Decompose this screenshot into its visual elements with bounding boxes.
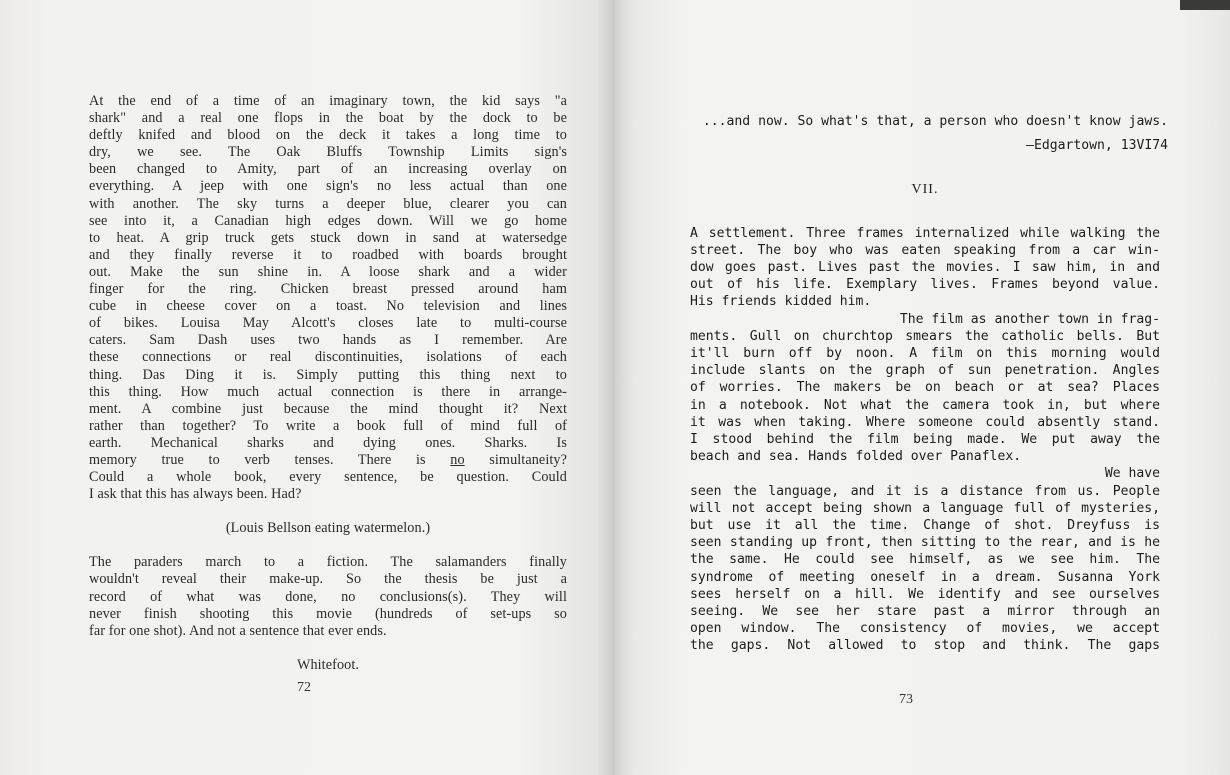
text-line: record of what was done, no conclusions(s). They will	[89, 588, 567, 605]
text-line: this thing. How much actual connection is there in arrange-	[89, 383, 567, 400]
page-number: 73	[899, 692, 913, 707]
text-line: rather than together? To write a book full of mind full of	[89, 417, 567, 434]
text-line: finger for the ring. Chicken breast pressed around ham	[89, 281, 567, 298]
underlined-word: no	[450, 451, 465, 468]
text-line: of bikes. Louisa May Alcott's closes late to multi-course	[89, 315, 567, 332]
text-line: but use it all the time. Change of shot. Dreyfuss is	[690, 518, 1160, 534]
text-line: street. The boy who was eaten speaking from a car win-	[690, 242, 1160, 258]
text-line: out of his life. Exemplary lives. Frames beyond value.	[690, 277, 1160, 293]
text-line: caters. Sam Dash uses two hands as I remember. Are	[89, 332, 567, 349]
right-page-text	[690, 113, 1168, 655]
text-line: seen standing up front, then sitting to the rear, and is he	[690, 535, 1160, 551]
text-line: and they finally reverse it to roadbed with boards brought	[89, 246, 567, 263]
text-line: out. Make the sun shine in. A loose shark and a wider	[89, 263, 567, 280]
text-line: with another. The sky turns a deeper blue, clearer you can	[89, 195, 567, 212]
text-line: far for one shot). And not a sentence that ever ends.	[89, 622, 387, 639]
text-line: seeing. We see her stare past a mirror through an	[690, 604, 1160, 620]
text-line: A settlement. Three frames internalized while walking the	[690, 225, 1160, 241]
text-line: ment. A combine just because the mind thought it? Next	[89, 400, 567, 417]
chapter-heading: VII.	[911, 182, 939, 198]
right-page	[615, 0, 1230, 775]
text-line: ments. Gull on churchtop smears the catholic bells. But	[690, 328, 1160, 344]
text-line: everything. A jeep with one sign's no less actual than one	[89, 178, 567, 195]
text-line: At the end of a time of an imaginary town, the kid says "a	[89, 93, 567, 109]
epigraph-attribution: —Edgartown, 13VI74	[1026, 138, 1168, 154]
text-line: to heat. A grip truck gets stuck down in sand at watersedge	[89, 229, 567, 246]
aside-line: (Louis Bellson eating watermelon.)	[225, 520, 431, 537]
text-line: His friends kidded him.	[690, 294, 872, 310]
signature: Whitefoot.	[296, 656, 360, 673]
text-line: shark" and a real one flops in the boat by the dock to be	[89, 110, 567, 127]
text-line: thing. Das Ding it is. Simply putting this thing next to	[89, 366, 567, 383]
text-line: of worries. The makers be on beach or at sea? Places	[690, 380, 1160, 396]
text-line: dow goes past. Lives past the movies. I saw him, in and	[690, 260, 1160, 276]
text-segment: simultaneity?	[489, 451, 568, 468]
text-line: the same. He could see himself, as we see him. The	[690, 552, 1160, 568]
text-line	[89, 452, 567, 469]
text-line: never finish shooting this movie (hundreds of set-ups so	[89, 605, 567, 622]
text-line: deftly knifed and blood on the deck it takes a long time to	[89, 127, 567, 144]
text-line: seen the language, and it is a distance from us. People	[690, 483, 1160, 499]
text-line: these connections or real discontinuities, isolations of each	[89, 349, 567, 366]
text-line: see into it, a Canadian high edges down. Will we go home	[89, 212, 567, 229]
text-line: it was when taking. Where someone could absently stand.	[690, 414, 1160, 430]
left-page-text	[89, 93, 567, 674]
text-line: The film as another town in frag-	[899, 311, 1160, 327]
text-line: in a notebook. Not what the camera took in, but where	[690, 397, 1160, 413]
text-line: The paraders march to a fiction. The salamanders finally	[89, 554, 567, 571]
text-line: will not accept being shown a language full of mysteries,	[690, 500, 1160, 516]
text-line: beach and sea. Hands folded over Panaflex.	[690, 449, 1022, 465]
text-line: earth. Mechanical sharks and dying ones. Sharks. Is	[89, 434, 567, 451]
text-line: the gaps. Not allowed to stop and think. The gaps	[690, 638, 1160, 654]
text-line: been changed to Amity, part of an increasing overlay on	[89, 161, 567, 178]
text-line: it'll burn off by noon. A film on this morning would	[690, 346, 1160, 362]
text-line: wouldn't reveal their make-up. So the thesis be just a	[89, 571, 567, 588]
epigraph: ...and now. So what's that, a person who doesn't know jaws.	[702, 114, 1168, 129]
text-line: We have	[1104, 466, 1160, 482]
text-line: syndrome of meeting oneself in a dream. Susanna York	[690, 569, 1160, 585]
text-segment: memory true to verb tenses. There is	[89, 451, 426, 468]
text-line: cube in cheese cover on a toast. No television and lines	[89, 298, 567, 315]
scan-corner	[1180, 0, 1230, 10]
text-line: include slants on the graph of sun penetration. Angles	[690, 363, 1160, 379]
text-line: sees herself on a hill. We identify and see ourselves	[690, 586, 1160, 602]
page-number: 72	[297, 680, 311, 695]
text-line: I ask that this has always been. Had?	[89, 486, 302, 503]
text-line: I stood behind the film being made. We put away the	[690, 432, 1160, 448]
text-line: open window. The consistency of movies, we accept	[690, 621, 1160, 637]
text-line: dry, we see. The Oak Bluffs Township Limits sign's	[89, 144, 567, 161]
text-line: Could a whole book, every sentence, be question. Could	[89, 469, 567, 486]
